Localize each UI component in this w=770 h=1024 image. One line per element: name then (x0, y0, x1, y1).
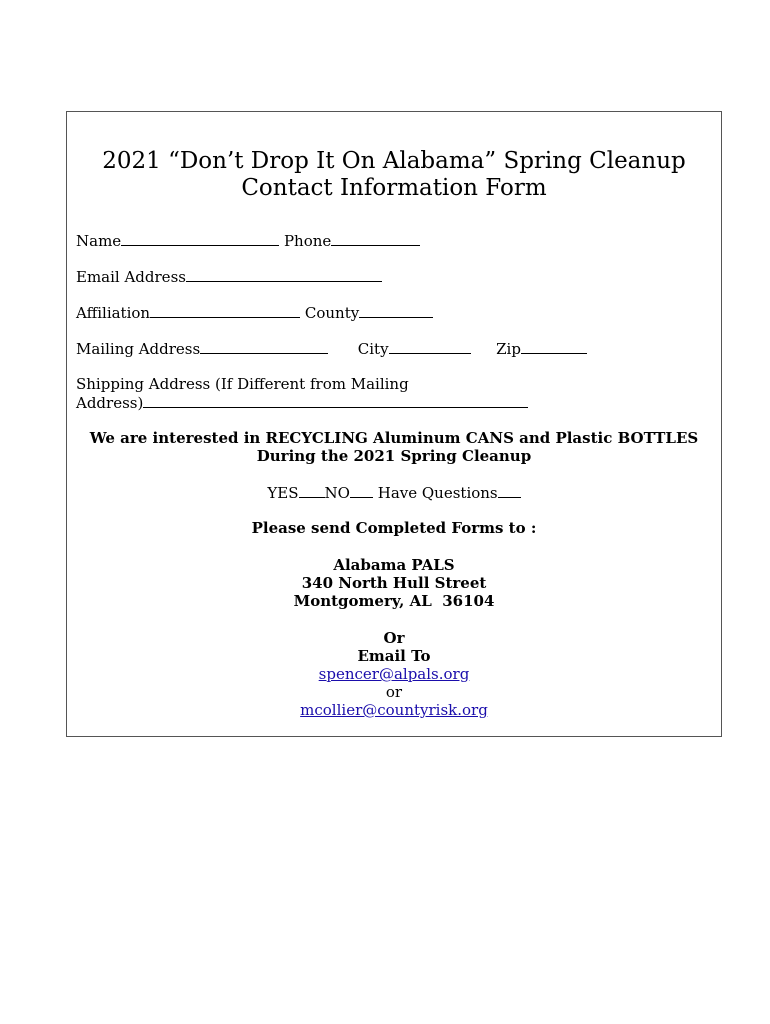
recycling-line-1: We are interested in RECYCLING Aluminum CANS and Plastic BOTTLES (89, 429, 699, 447)
shipping-label-2: Address) (76, 394, 144, 412)
affiliation-label: Affiliation (76, 304, 151, 322)
phone-field[interactable] (331, 231, 420, 246)
email-label: Email Address (76, 268, 186, 286)
yes-field[interactable] (299, 483, 325, 498)
form-title (67, 148, 721, 202)
shipping-label-1: Shipping Address (If Different from Mailing (76, 375, 409, 393)
county-label: County (304, 304, 360, 322)
name-phone-row (76, 231, 420, 250)
shipping-row-2 (76, 393, 528, 412)
mailing-label: Mailing Address (76, 340, 201, 358)
send-to: Please send Completed Forms to : (251, 519, 537, 537)
phone-label: Phone (283, 232, 332, 250)
address-city: Montgomery, AL 36104 (293, 592, 495, 610)
yes-label: YES (267, 484, 299, 502)
contact-form (66, 111, 722, 737)
yes-no-row (67, 483, 721, 502)
zip-label: Zip (496, 340, 521, 358)
zip-field[interactable] (521, 339, 587, 354)
email-row (76, 267, 382, 286)
email-to: Email To (357, 647, 431, 665)
shipping-field[interactable] (143, 393, 528, 408)
recycling-interest (67, 429, 721, 465)
city-field[interactable] (389, 339, 471, 354)
affiliation-field[interactable] (150, 303, 300, 318)
email-link-1[interactable]: spencer@alpals.org (318, 665, 470, 683)
title-line-1: 2021 “Don’t Drop It On Alabama” Spring Cleanup (102, 148, 686, 174)
name-field[interactable] (121, 231, 279, 246)
mailing-address-block (67, 556, 721, 610)
mailing-city-zip-row (76, 339, 587, 358)
recycling-line-2: During the 2021 Spring Cleanup (256, 447, 532, 465)
email-link-2[interactable]: mcollier@countyrisk.org (300, 701, 488, 719)
affiliation-county-row (76, 303, 433, 322)
county-field[interactable] (359, 303, 433, 318)
title-line-2: Contact Information Form (241, 175, 547, 201)
email-block (67, 629, 721, 719)
or-plain: or (385, 683, 403, 701)
address-org: Alabama PALS (333, 556, 455, 574)
questions-field[interactable] (498, 483, 521, 498)
mailing-field[interactable] (200, 339, 328, 354)
no-field[interactable] (350, 483, 373, 498)
address-street: 340 North Hull Street (301, 574, 487, 592)
shipping-row-1 (76, 375, 409, 393)
no-label: NO (324, 484, 350, 502)
or-bold: Or (383, 629, 405, 647)
name-label: Name (76, 232, 122, 250)
questions-label: Have Questions (377, 484, 498, 502)
city-label: City (357, 340, 389, 358)
email-field[interactable] (186, 267, 382, 282)
